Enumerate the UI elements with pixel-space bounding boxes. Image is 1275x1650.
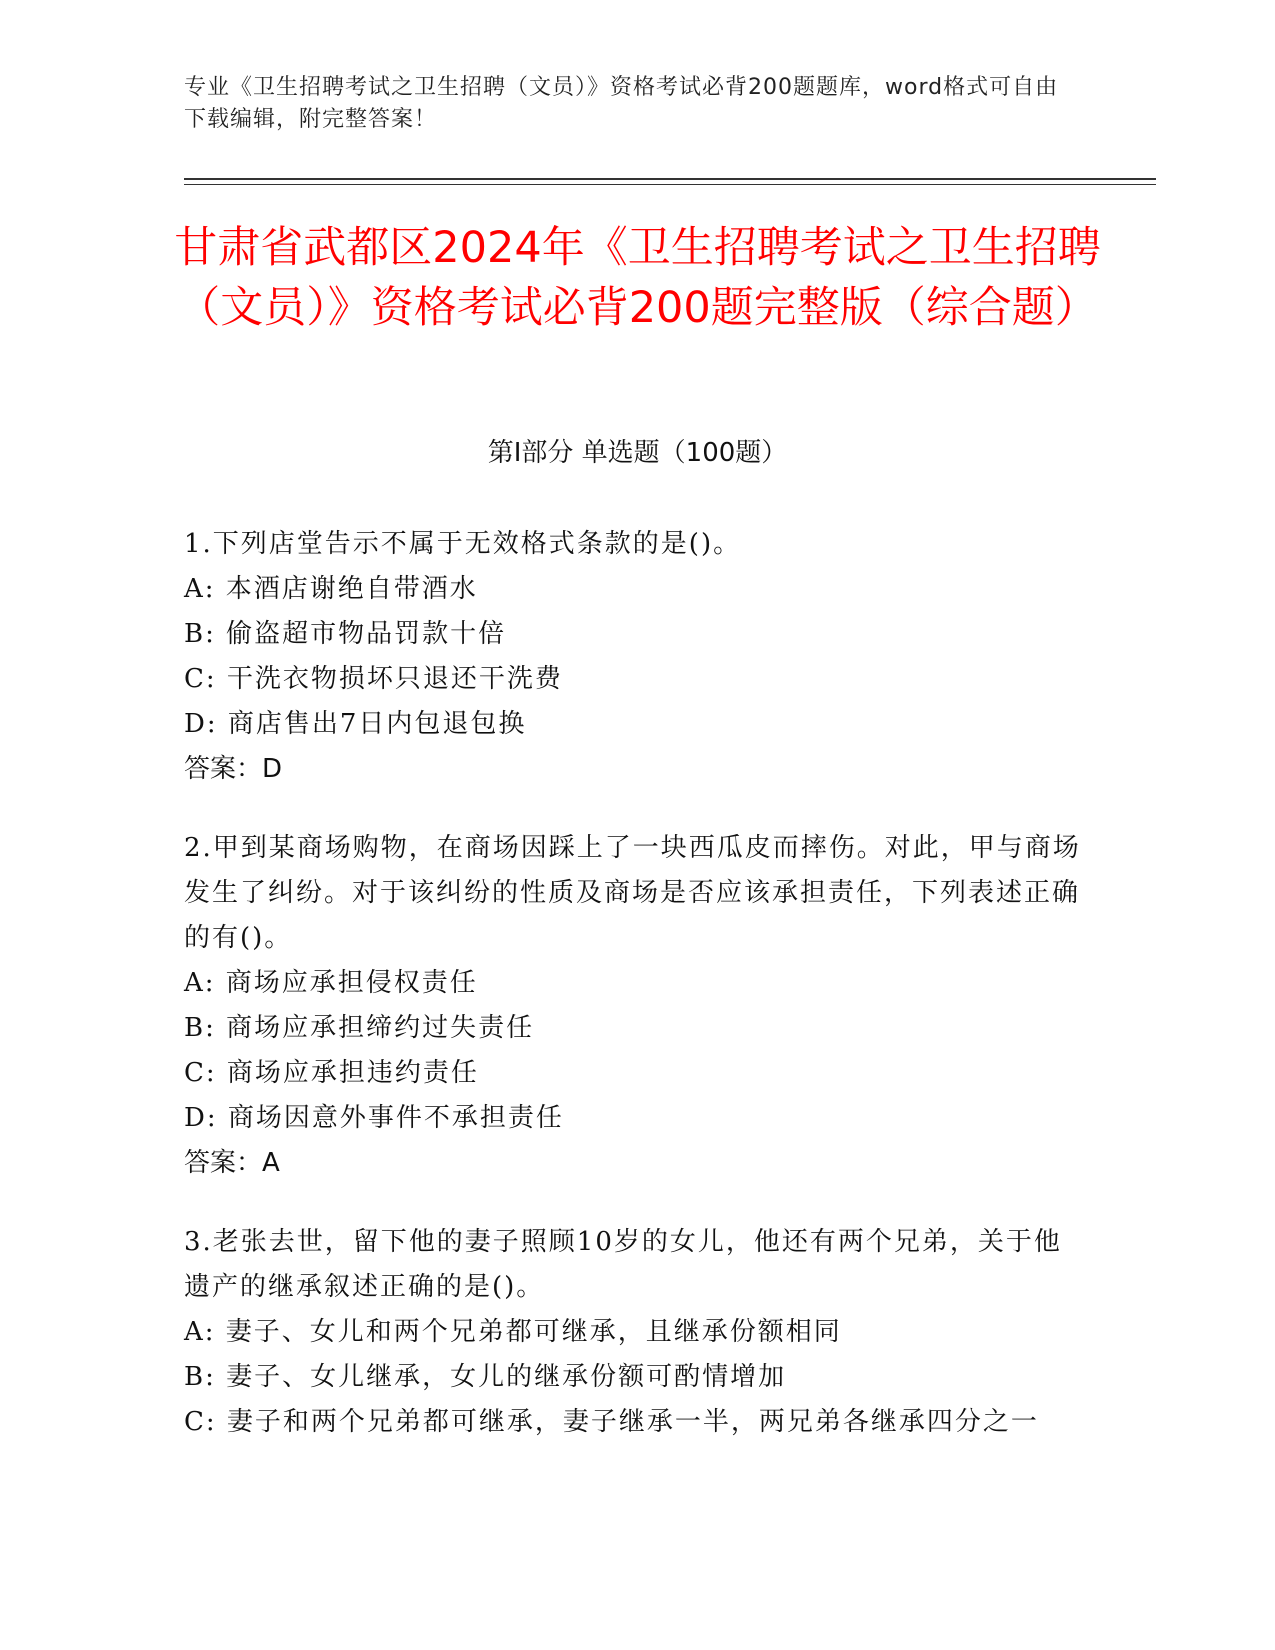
option-b: B: 妻子、女儿继承，女儿的继承份额可酌情增加 (184, 1362, 787, 1392)
option-b: B: 偷盗超市物品罚款十倍 (184, 619, 507, 649)
option-d: D: 商店售出7日内包退包换 (184, 709, 527, 739)
question-stem: 1.下列店堂告示不属于无效格式条款的是()。 (184, 529, 742, 559)
option-a: A: 商场应承担侵权责任 (184, 968, 478, 998)
option-a: A: 妻子、女儿和两个兄弟都可继承，且继承份额相同 (184, 1317, 842, 1347)
option-a: A: 本酒店谢绝自带酒水 (184, 574, 478, 604)
answer-text: 答案：A (184, 1148, 280, 1178)
option-d: D: 商场因意外事件不承担责任 (184, 1103, 564, 1133)
option-b: B: 商场应承担缔约过失责任 (184, 1013, 535, 1043)
question-3 (184, 1220, 1084, 1445)
question-2 (184, 826, 1084, 1186)
option-c: C: 商场应承担违约责任 (184, 1058, 479, 1088)
question-1 (184, 522, 1084, 792)
header-divider-thin (184, 184, 1156, 185)
question-stem: 2.甲到某商场购物，在商场因踩上了一块西瓜皮而摔伤。对此，甲与商场发生了纠纷。对于该纠纷的性质及商场是否应该承担责任，下列表述正确的有()。 (184, 833, 1081, 953)
document-title: 甘肃省武都区2024年《卫生招聘考试之卫生招聘（文员）》资格考试必背200题完整版（综合题） (174, 223, 1101, 333)
option-c: C: 妻子和两个兄弟都可继承，妻子继承一半，两兄弟各继承四分之一 (184, 1407, 1039, 1437)
question-stem: 3.老张去世，留下他的妻子照顾10岁的女儿，他还有两个兄弟，关于他遗产的继承叙述正确的是()。 (184, 1227, 1062, 1302)
header-note: 专业《卫生招聘考试之卫生招聘（文员）》资格考试必背200题题库，word格式可自由下载编辑，附完整答案！ (184, 75, 1059, 132)
option-c: C: 干洗衣物损坏只退还干洗费 (184, 664, 563, 694)
answer-text: 答案：D (184, 754, 283, 784)
question-list (184, 522, 1084, 1479)
header-divider-thick (184, 178, 1156, 180)
section-title: 第I部分 单选题（100题） (487, 438, 788, 468)
